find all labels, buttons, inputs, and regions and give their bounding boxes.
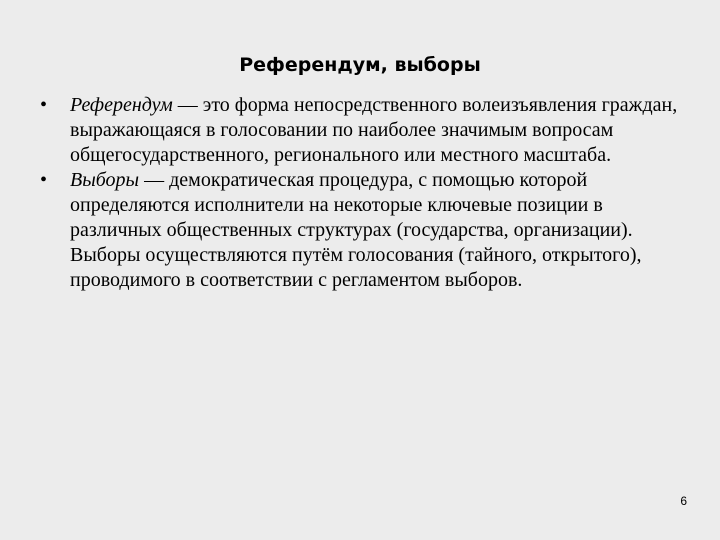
slide-title: Референдум, выборы — [239, 54, 481, 76]
bullet-marker: • — [40, 169, 48, 191]
definition-elections: — демократическая процедура, с помощью которой определяются исполнители на некоторые ключевые позиции в различных общественных структурах (государства, организации). — [70, 169, 633, 241]
bullet-elections — [40, 168, 690, 243]
definition-referendum: — это форма непосредственного волеизъявления граждан, выражающаяся в голосовании по наиболее значимым вопросам общегосударственного, регионального или местного масштаба. — [70, 94, 678, 166]
elections-paragraph: Выборы осуществляются путём голосования (тайного, открытого), проводимого в соответствии с регламентом выборов. — [70, 244, 642, 291]
page-number: 6 — [680, 494, 687, 508]
term-elections: Выборы — [70, 169, 140, 191]
bullet-marker: • — [40, 94, 48, 116]
bullet-referendum — [40, 93, 690, 168]
term-referendum: Референдум — [70, 94, 173, 116]
slide-body — [40, 93, 690, 293]
